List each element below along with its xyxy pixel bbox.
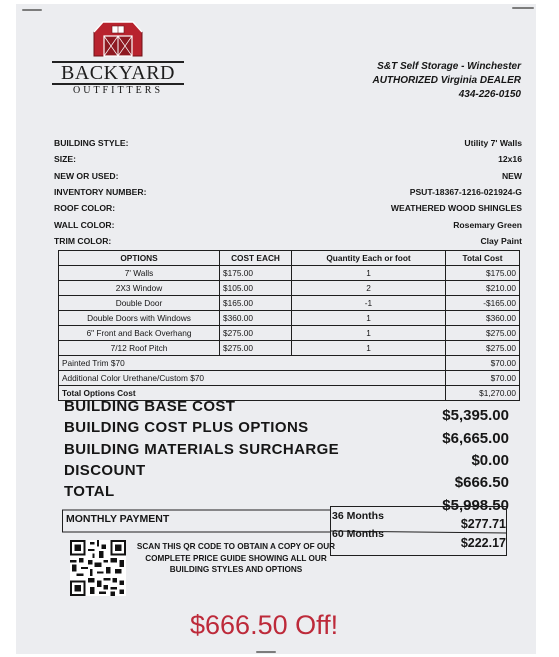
option-name: 7/12 Roof Pitch bbox=[59, 341, 220, 356]
option-quantity: 2 bbox=[292, 281, 446, 296]
logo-subtitle: OUTFITTERS bbox=[73, 85, 163, 96]
staple-top-right bbox=[512, 7, 534, 9]
info-value: NEW bbox=[501, 171, 522, 181]
options-header-row bbox=[59, 251, 520, 266]
qr-instructions: SCAN THIS QR CODE TO OBTAIN A COPY OF OUR COMPLETE PRICE GUIDE SHOWING ALL OUR BUILDING STYLES AND OPTIONS bbox=[136, 542, 336, 574]
table-row bbox=[59, 296, 520, 311]
logo-wordmark: BACKYARD bbox=[52, 61, 184, 85]
dealer-phone: 434-226-0150 bbox=[458, 89, 521, 100]
staple-top-left bbox=[22, 9, 42, 11]
info-label: ROOF COLOR: bbox=[54, 203, 116, 213]
cost-plus-options-label: BUILDING COST PLUS OPTIONS bbox=[64, 419, 309, 436]
backyard-outfitters-logo bbox=[52, 18, 184, 96]
table-row bbox=[59, 326, 520, 341]
extra-option-label: Additional Color Urethane/Custom $70 bbox=[59, 371, 446, 386]
option-total: $275.00 bbox=[446, 341, 520, 356]
table-row bbox=[59, 341, 520, 356]
plan-amount: $277.71 bbox=[460, 517, 506, 531]
option-quantity: 1 bbox=[292, 341, 446, 356]
discount-banner: $666.50 Off! bbox=[190, 610, 339, 640]
info-value: WEATHERED WOOD SHINGLES bbox=[390, 203, 522, 213]
option-name: 2X3 Window bbox=[59, 281, 220, 296]
info-label: BUILDING STYLE: bbox=[54, 138, 129, 148]
dealer-name: S&T Self Storage - Winchester bbox=[377, 61, 521, 72]
info-label: INVENTORY NUMBER: bbox=[54, 187, 147, 197]
option-name: 6" Front and Back Overhang bbox=[59, 326, 220, 341]
option-quantity: 1 bbox=[292, 266, 446, 281]
extra-option-total: $70.00 bbox=[446, 371, 520, 386]
plan-term: 60 Months bbox=[332, 528, 384, 540]
discount-label: DISCOUNT bbox=[64, 462, 146, 479]
option-cost-each: $175.00 bbox=[220, 266, 292, 281]
option-total: $210.00 bbox=[446, 281, 520, 296]
info-value: Rosemary Green bbox=[453, 220, 522, 230]
option-quantity: -1 bbox=[292, 296, 446, 311]
monthly-payment-label: MONTHLY PAYMENT bbox=[66, 513, 170, 525]
option-name: Double Doors with Windows bbox=[59, 311, 220, 326]
info-row-size bbox=[54, 154, 522, 170]
table-row bbox=[59, 281, 520, 296]
cost-plus-options-value: $6,665.00 bbox=[442, 430, 509, 447]
header-quantity: Quantity Each or foot bbox=[292, 251, 446, 266]
option-cost-each: $360.00 bbox=[220, 311, 292, 326]
surcharge-label: BUILDING MATERIALS SURCHARGE bbox=[64, 441, 340, 458]
staple-bottom bbox=[256, 651, 276, 653]
info-value: 12x16 bbox=[498, 154, 522, 164]
plan-term: 36 Months bbox=[332, 510, 384, 522]
table-row bbox=[59, 266, 520, 281]
header-options: OPTIONS bbox=[59, 251, 220, 266]
dealer-authorization: AUTHORIZED Virginia DEALER bbox=[372, 75, 521, 86]
option-cost-each: $275.00 bbox=[220, 326, 292, 341]
discount-value: $666.50 bbox=[454, 474, 509, 491]
options-table bbox=[58, 250, 520, 401]
info-label: TRIM COLOR: bbox=[54, 236, 112, 246]
info-row-roof-color bbox=[54, 203, 522, 219]
header-total-cost: Total Cost bbox=[446, 251, 520, 266]
table-row bbox=[59, 311, 520, 326]
header-cost-each: COST EACH bbox=[220, 251, 292, 266]
qr-code[interactable] bbox=[70, 540, 126, 596]
base-cost-label: BUILDING BASE COST bbox=[64, 398, 236, 415]
option-total: $360.00 bbox=[446, 311, 520, 326]
option-quantity: 1 bbox=[292, 326, 446, 341]
info-value: PSUT-18367-1216-021924-G bbox=[409, 187, 522, 197]
extra-option-total: $70.00 bbox=[446, 356, 520, 371]
option-name: 7' Walls bbox=[59, 266, 220, 281]
total-options-value: $1,270.00 bbox=[446, 386, 520, 401]
option-quantity: 1 bbox=[292, 311, 446, 326]
info-label: SIZE: bbox=[54, 154, 76, 164]
option-total: -$165.00 bbox=[446, 296, 520, 311]
option-cost-each: $275.00 bbox=[220, 341, 292, 356]
plan-amount: $222.17 bbox=[460, 536, 506, 550]
base-cost-value: $5,395.00 bbox=[442, 407, 509, 424]
option-cost-each: $165.00 bbox=[220, 296, 292, 311]
info-value: Clay Paint bbox=[480, 236, 522, 246]
total-options-label: Total Options Cost bbox=[59, 386, 446, 401]
info-label: NEW OR USED: bbox=[54, 171, 119, 181]
info-row-building-style bbox=[54, 138, 522, 154]
extra-option-label: Painted Trim $70 bbox=[59, 356, 446, 371]
info-row-new-or-used bbox=[54, 171, 522, 187]
option-total: $275.00 bbox=[446, 326, 520, 341]
option-total: $175.00 bbox=[446, 266, 520, 281]
dealer-info bbox=[372, 60, 521, 102]
barn-icon bbox=[89, 18, 147, 58]
info-row-wall-color bbox=[54, 220, 522, 236]
info-label: WALL COLOR: bbox=[54, 220, 115, 230]
option-cost-each: $105.00 bbox=[220, 281, 292, 296]
total-label: TOTAL bbox=[64, 483, 115, 500]
option-name: Double Door bbox=[59, 296, 220, 311]
total-value: $5,998.50 bbox=[442, 497, 509, 514]
info-value: Utility 7' Walls bbox=[464, 138, 522, 148]
surcharge-value: $0.00 bbox=[471, 452, 509, 469]
table-row-extra bbox=[59, 371, 520, 386]
table-row-extra bbox=[59, 356, 520, 371]
info-row-inventory-number bbox=[54, 187, 522, 203]
